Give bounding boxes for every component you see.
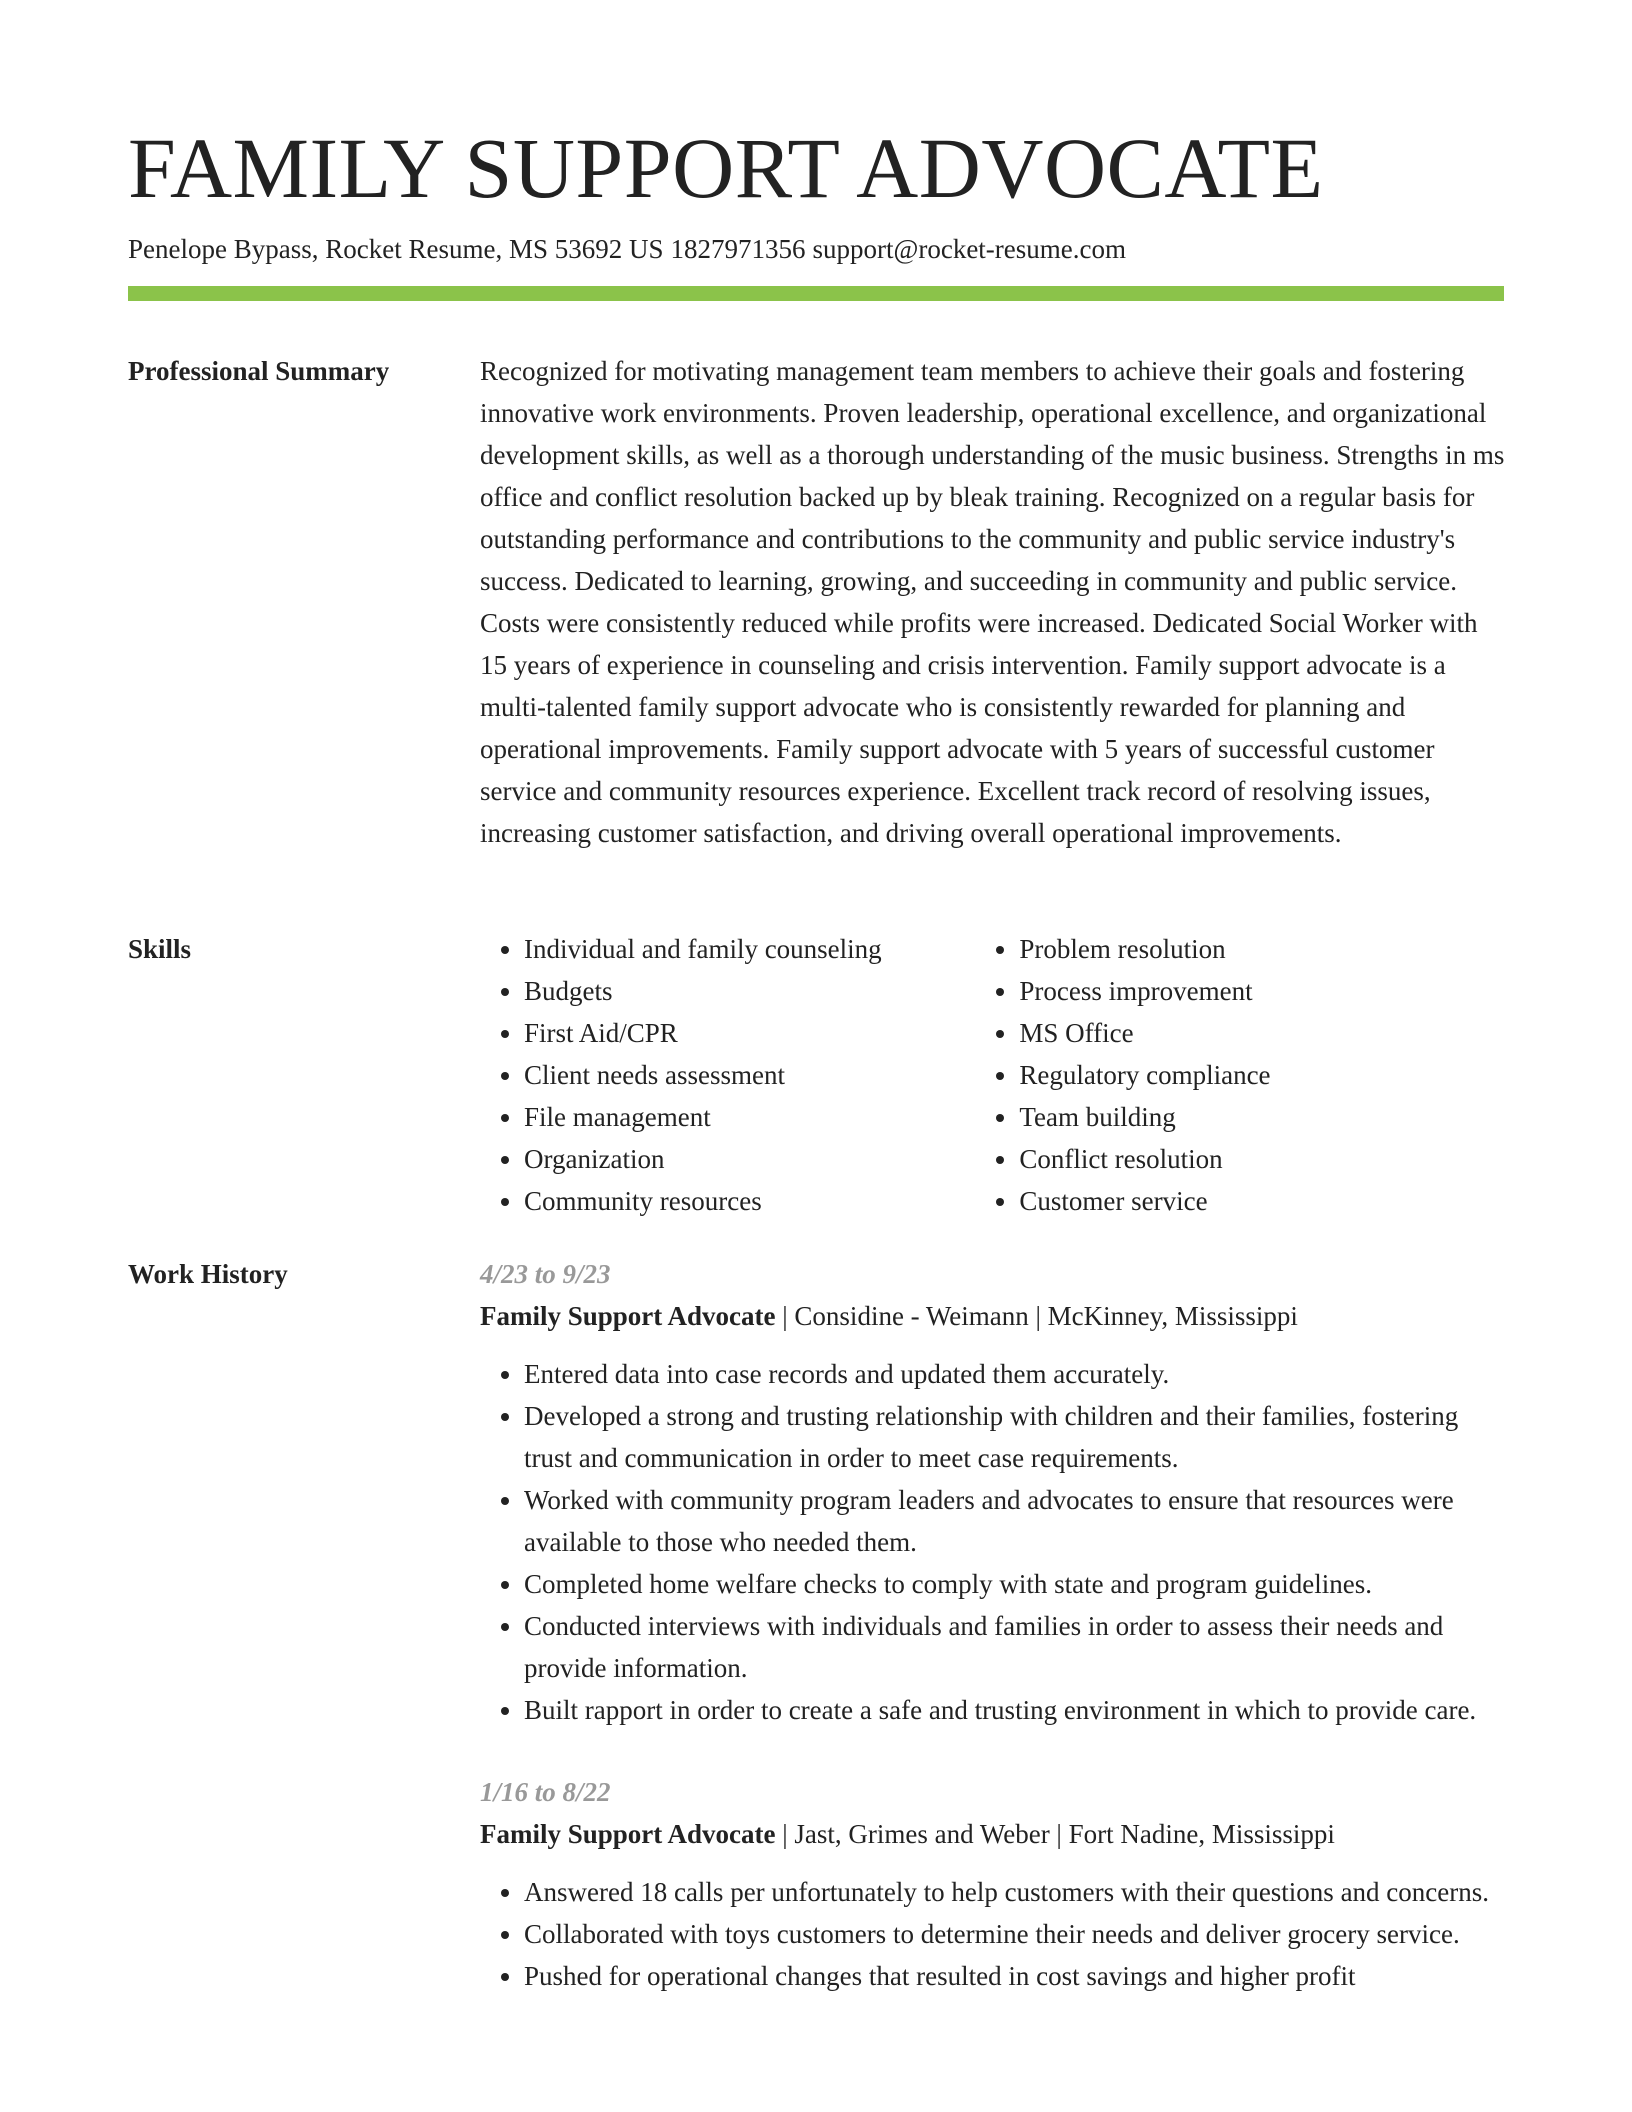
resume-title: FAMILY SUPPORT ADVOCATE (128, 120, 1324, 216)
job-title: Family Support Advocate (480, 1819, 776, 1849)
job-title: Family Support Advocate (480, 1301, 776, 1331)
skill-item: • File management (524, 1096, 975, 1138)
skills-section (480, 928, 1510, 1222)
skill-item: • Customer service (1019, 1180, 1510, 1222)
job-bullet: • Entered data into case records and updated them accurately. (524, 1353, 1510, 1395)
skill-item: • MS Office (1019, 1012, 1510, 1054)
contact-line (128, 232, 1133, 266)
job-heading (480, 1295, 1510, 1337)
skill-item: • Process improvement (1019, 970, 1510, 1012)
skill-item: • Individual and family counseling (524, 928, 975, 970)
job-entry (480, 1253, 1510, 1731)
skill-item: • Client needs assessment (524, 1054, 975, 1096)
contact-email: support@rocket-resume.com (812, 234, 1127, 264)
job-bullets (480, 1353, 1510, 1731)
job-bullet: • Answered 18 calls per unfortunately to help customers with their questions and concerns. (524, 1871, 1510, 1913)
skill-item: • Conflict resolution (1019, 1138, 1510, 1180)
job-bullet: • Developed a strong and trusting relationship with children and their families, fostering trust and communication in order to meet case requirements. (524, 1395, 1510, 1479)
job-dates: 1/16 to 8/22 (480, 1777, 611, 1807)
job-dates: 4/23 to 9/23 (480, 1259, 611, 1289)
job-bullets (480, 1871, 1510, 1997)
skills-list-left (480, 928, 975, 1222)
skills-list-right (975, 928, 1510, 1222)
skill-item: • Team building (1019, 1096, 1510, 1138)
work-history-label: Work History (128, 1259, 288, 1289)
skill-item: • Problem resolution (1019, 928, 1510, 970)
skill-item: • First Aid/CPR (524, 1012, 975, 1054)
contact-address: Penelope Bypass, Rocket Resume, MS 53692 US (128, 234, 664, 264)
header-divider (128, 286, 1504, 301)
job-bullet: • Pushed for operational changes that resulted in cost savings and higher profit (524, 1955, 1510, 1997)
skills-columns (480, 928, 1510, 1222)
job-bullet: • Worked with community program leaders and advocates to ensure that resources were available to those who needed them. (524, 1479, 1510, 1563)
job-employer-location: | Considine - Weimann | McKinney, Mississippi (775, 1301, 1298, 1331)
job-entry (480, 1771, 1510, 1997)
skill-item: • Regulatory compliance (1019, 1054, 1510, 1096)
summary-section (480, 350, 1510, 854)
skills-label: Skills (128, 934, 192, 964)
skill-item: • Budgets (524, 970, 975, 1012)
job-employer-location: | Jast, Grimes and Weber | Fort Nadine, Mississippi (775, 1819, 1335, 1849)
contact-phone: 1827971356 (670, 234, 806, 264)
job-heading (480, 1813, 1510, 1855)
job-bullet: • Collaborated with toys customers to determine their needs and deliver grocery service. (524, 1913, 1510, 1955)
work-history-section (480, 1253, 1510, 2037)
job-bullet: • Conducted interviews with individuals and families in order to assess their needs and provide information. (524, 1605, 1510, 1689)
job-bullet: • Completed home welfare checks to comply with state and program guidelines. (524, 1563, 1510, 1605)
job-bullet: • Built rapport in order to create a safe and trusting environment in which to provide care. (524, 1689, 1510, 1731)
skill-item: • Organization (524, 1138, 975, 1180)
summary-label: Professional Summary (128, 356, 390, 386)
skill-item: • Community resources (524, 1180, 975, 1222)
summary-text: Recognized for motivating management team members to achieve their goals and fostering innovative work environments. Proven leadership, operational excellence, and organizational development skills, as well as a thorough understanding of the music business. Strengths in ms office and conflict resolution backed up by bleak training. Recognized on a regular basis for outstanding performance and contributions to the community and public service industry's success. Dedicated to learning, growing, and succeeding in community and public service. Costs were consistently reduced while profits were increased. Dedicated Social Worker with 15 years of experience in counseling and crisis intervention. Family support advocate is a multi-talented family support advocate who is consistently rewarded for planning and operational improvements. Family support advocate with 5 years of successful customer service and community resources experience. Excellent track record of resolving issues, increasing customer satisfaction, and driving overall operational improvements. (480, 356, 1505, 848)
